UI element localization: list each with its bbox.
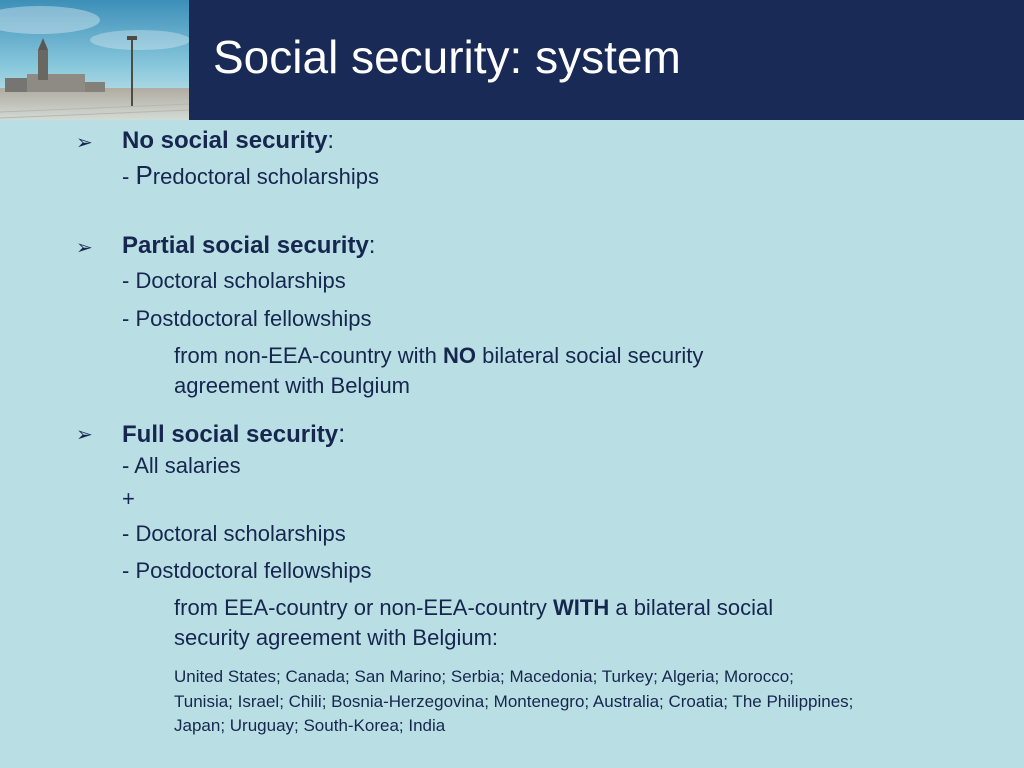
list-item bbox=[122, 306, 371, 331]
item-dash: - bbox=[122, 164, 136, 189]
note-text: bilateral social security bbox=[475, 343, 704, 368]
item-text: Doctoral scholarships bbox=[135, 268, 346, 293]
country-list-line: Japan; Uruguay; South-Korea; India bbox=[174, 716, 446, 735]
arrowhead-bullet-icon: ➢ bbox=[76, 237, 93, 259]
slide-title: Social security: system bbox=[213, 31, 681, 83]
list-item: - All salaries bbox=[122, 453, 241, 478]
item-dash: - bbox=[122, 268, 136, 293]
note-line: security agreement with Belgium: bbox=[174, 625, 499, 650]
arrowhead-bullet-icon: ➢ bbox=[76, 424, 93, 446]
section-heading-partial-social-security bbox=[122, 232, 375, 260]
note-emphasis: NO bbox=[442, 343, 476, 368]
note-line bbox=[174, 343, 703, 368]
list-item: - Doctoral scholarships bbox=[122, 521, 346, 546]
list-item: - Postdoctoral fellowships bbox=[122, 558, 372, 583]
note-line bbox=[174, 595, 773, 620]
country-list-line: United States; Canada; San Marino; Serbia; Macedonia; Turkey; Algeria; Morocco; bbox=[174, 667, 794, 686]
note-text: from EEA-country or non-EEA-country bbox=[174, 595, 554, 620]
item-initial: P bbox=[135, 160, 153, 190]
section-heading-no-social-security bbox=[122, 127, 334, 155]
heading-text: Full social security bbox=[122, 421, 339, 448]
arrowhead-bullet-icon: ➢ bbox=[76, 132, 93, 154]
note-emphasis: WITH bbox=[553, 595, 610, 620]
section-heading-full-social-security bbox=[122, 419, 345, 449]
note-text: from non-EEA-country with bbox=[174, 343, 443, 368]
list-item bbox=[122, 161, 379, 191]
heading-colon: : bbox=[327, 127, 335, 154]
heading-text: Partial social security bbox=[122, 232, 369, 259]
item-dash: - bbox=[122, 306, 136, 331]
note-line: agreement with Belgium bbox=[174, 373, 411, 398]
item-text: redoctoral scholarships bbox=[152, 164, 380, 189]
list-item bbox=[122, 268, 346, 293]
heading-text: No social security bbox=[122, 127, 328, 154]
country-list-line: Tunisia; Israel; Chili; Bosnia-Herzegovina; Montenegro; Australia; Croatia; The Philippines; bbox=[174, 692, 854, 711]
item-text: Postdoctoral fellowships bbox=[135, 306, 372, 331]
list-item: + bbox=[122, 486, 135, 511]
note-text: a bilateral social bbox=[609, 595, 774, 620]
heading-colon: : bbox=[368, 232, 376, 259]
heading-colon: : bbox=[338, 418, 346, 448]
